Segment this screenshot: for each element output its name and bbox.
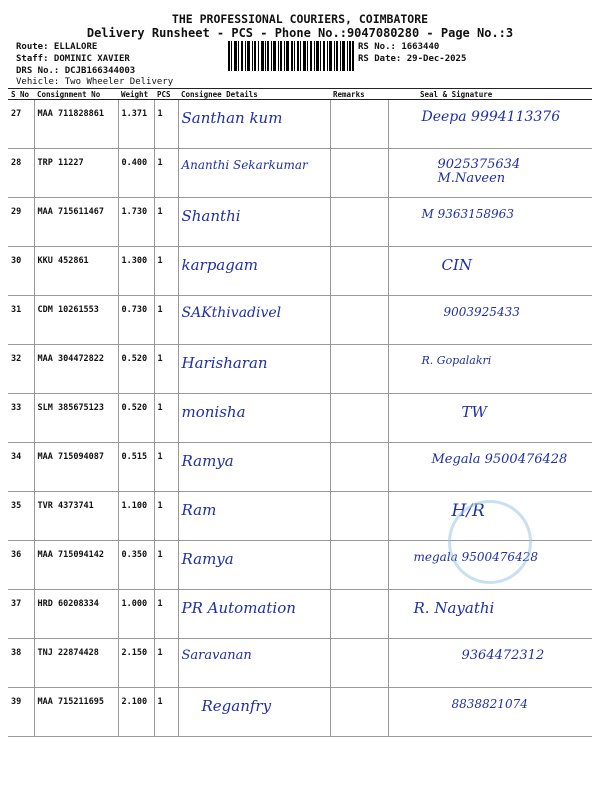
row-pcs: 1 xyxy=(154,688,178,737)
row-pcs: 1 xyxy=(154,296,178,345)
row-sno: 36 xyxy=(8,541,34,590)
row-weight: 2.100 xyxy=(118,688,154,737)
row-weight: 1.371 xyxy=(118,100,154,149)
column-header: Consignee Details xyxy=(178,89,330,100)
row-consignment: MAA 711828861 xyxy=(34,100,118,149)
row-sno: 39 xyxy=(8,688,34,737)
row-remarks xyxy=(330,247,388,296)
consignee-signature: monisha xyxy=(181,403,246,421)
row-sno: 32 xyxy=(8,345,34,394)
row-pcs: 1 xyxy=(154,345,178,394)
consignee-signature: PR Automation xyxy=(181,599,296,617)
row-remarks xyxy=(330,198,388,247)
column-header: Remarks xyxy=(330,89,388,100)
row-seal-cell xyxy=(388,590,592,639)
column-header: S No xyxy=(8,89,34,100)
runsheet-table xyxy=(8,88,592,737)
drs-number: DRS No.: DCJB166344003 xyxy=(16,66,136,76)
row-seal-cell xyxy=(388,688,592,737)
table-row xyxy=(8,198,592,247)
seal-signature: Megala 9500476428 xyxy=(431,452,568,467)
row-consignee-cell xyxy=(178,247,330,296)
seal-signature: TW xyxy=(461,403,487,421)
row-sno: 34 xyxy=(8,443,34,492)
table-row xyxy=(8,247,592,296)
row-consignment: KKU 452861 xyxy=(34,247,118,296)
row-pcs: 1 xyxy=(154,541,178,590)
row-pcs: 1 xyxy=(154,639,178,688)
row-sno: 27 xyxy=(8,100,34,149)
row-pcs: 1 xyxy=(154,443,178,492)
row-weight: 2.150 xyxy=(118,639,154,688)
seal-signature: 9364472312 xyxy=(461,648,545,663)
table-row xyxy=(8,296,592,345)
row-remarks xyxy=(330,345,388,394)
row-consignment: TVR 4373741 xyxy=(34,492,118,541)
row-seal-cell xyxy=(388,639,592,688)
row-sno: 37 xyxy=(8,590,34,639)
seal-signature: 9025375634 M.Naveen xyxy=(437,157,521,186)
row-weight: 0.515 xyxy=(118,443,154,492)
consignee-signature: Saravanan xyxy=(181,648,252,663)
table-header-row xyxy=(8,89,592,100)
row-consignment: MAA 715611467 xyxy=(34,198,118,247)
row-weight: 0.730 xyxy=(118,296,154,345)
row-consignment: SLM 385675123 xyxy=(34,394,118,443)
row-seal-cell xyxy=(388,100,592,149)
row-remarks xyxy=(330,492,388,541)
row-consignee-cell xyxy=(178,394,330,443)
rs-number: RS No.: 1663440 xyxy=(358,42,440,52)
row-consignee-cell xyxy=(178,590,330,639)
row-pcs: 1 xyxy=(154,492,178,541)
row-consignee-cell xyxy=(178,345,330,394)
row-remarks xyxy=(330,100,388,149)
seal-signature: 8838821074 xyxy=(451,697,528,711)
table-row xyxy=(8,590,592,639)
row-weight: 0.520 xyxy=(118,394,154,443)
row-seal-cell xyxy=(388,198,592,247)
row-weight: 1.000 xyxy=(118,590,154,639)
consignee-signature: Ananthi Sekarkumar xyxy=(181,158,308,172)
row-weight: 1.730 xyxy=(118,198,154,247)
row-seal-cell xyxy=(388,247,592,296)
row-consignment: MAA 715094087 xyxy=(34,443,118,492)
seal-signature: megala 9500476428 xyxy=(413,550,538,564)
seal-signature: R. Nayathi xyxy=(413,599,495,617)
consignee-signature: Reganfry xyxy=(201,697,272,715)
consignee-signature: Santhan kum xyxy=(181,109,283,127)
consignee-signature: karpagam xyxy=(181,256,259,274)
row-consignee-cell xyxy=(178,688,330,737)
row-consignee-cell xyxy=(178,492,330,541)
row-consignee-cell xyxy=(178,198,330,247)
row-seal-cell xyxy=(388,296,592,345)
row-consignment: CDM 10261553 xyxy=(34,296,118,345)
row-sno: 30 xyxy=(8,247,34,296)
row-remarks xyxy=(330,296,388,345)
row-remarks xyxy=(330,149,388,198)
row-pcs: 1 xyxy=(154,394,178,443)
row-consignment: TRP 11227 xyxy=(34,149,118,198)
runsheet-subtitle: Delivery Runsheet - PCS - Phone No.:9047080280 - Page No.:3 xyxy=(86,26,514,40)
row-sno: 29 xyxy=(8,198,34,247)
seal-signature: H/R xyxy=(451,501,485,521)
row-pcs: 1 xyxy=(154,100,178,149)
row-seal-cell xyxy=(388,394,592,443)
row-sno: 31 xyxy=(8,296,34,345)
row-remarks xyxy=(330,541,388,590)
vehicle-label: Vehicle: Two Wheeler Delivery xyxy=(16,77,174,87)
table-row xyxy=(8,100,592,149)
consignee-signature: SAKthivadivel xyxy=(181,305,282,321)
row-consignee-cell xyxy=(178,296,330,345)
row-sno: 33 xyxy=(8,394,34,443)
consignee-signature: Ramya xyxy=(181,452,234,470)
row-remarks xyxy=(330,590,388,639)
consignee-signature: Ram xyxy=(181,501,217,519)
row-consignment: MAA 304472822 xyxy=(34,345,118,394)
column-header: Weight xyxy=(118,89,154,100)
row-seal-cell xyxy=(388,149,592,198)
seal-signature: M 9363158963 xyxy=(421,207,514,221)
row-consignee-cell xyxy=(178,100,330,149)
company-title: THE PROFESSIONAL COURIERS, COIMBATORE xyxy=(171,12,429,26)
company-stamp xyxy=(448,500,532,584)
consignee-signature: Shanthi xyxy=(181,207,241,225)
row-consignee-cell xyxy=(178,541,330,590)
row-remarks xyxy=(330,639,388,688)
column-header: PCS xyxy=(154,89,178,100)
row-sno: 28 xyxy=(8,149,34,198)
row-seal-cell xyxy=(388,345,592,394)
row-pcs: 1 xyxy=(154,247,178,296)
row-pcs: 1 xyxy=(154,149,178,198)
row-weight: 1.100 xyxy=(118,492,154,541)
row-seal-cell xyxy=(388,443,592,492)
table-row xyxy=(8,443,592,492)
column-header: Consignment No xyxy=(34,89,118,100)
row-weight: 0.520 xyxy=(118,345,154,394)
row-pcs: 1 xyxy=(154,198,178,247)
row-consignee-cell xyxy=(178,443,330,492)
row-consignment: MAA 715211695 xyxy=(34,688,118,737)
staff-label: Staff: DOMINIC XAVIER xyxy=(16,54,130,64)
row-pcs: 1 xyxy=(154,590,178,639)
table-row xyxy=(8,394,592,443)
route-label: Route: ELLALORE xyxy=(16,42,98,52)
row-consignee-cell xyxy=(178,149,330,198)
row-remarks xyxy=(330,394,388,443)
table-row xyxy=(8,688,592,737)
row-consignment: TNJ 22874428 xyxy=(34,639,118,688)
row-consignee-cell xyxy=(178,639,330,688)
barcode xyxy=(228,41,354,71)
row-weight: 0.350 xyxy=(118,541,154,590)
row-weight: 0.400 xyxy=(118,149,154,198)
seal-signature: 9003925433 xyxy=(443,305,520,319)
row-weight: 1.300 xyxy=(118,247,154,296)
seal-signature: R. Gopalakri xyxy=(421,354,492,367)
consignee-signature: Harisharan xyxy=(181,354,268,372)
table-row xyxy=(8,345,592,394)
column-header: Seal & Signature xyxy=(388,89,592,100)
rs-date: RS Date: 29-Dec-2025 xyxy=(358,54,467,64)
table-row xyxy=(8,149,592,198)
table-row xyxy=(8,639,592,688)
row-remarks xyxy=(330,443,388,492)
consignee-signature: Ramya xyxy=(181,550,234,568)
row-sno: 35 xyxy=(8,492,34,541)
seal-signature: Deepa 9994113376 xyxy=(421,109,561,125)
row-sno: 38 xyxy=(8,639,34,688)
row-remarks xyxy=(330,688,388,737)
row-consignment: MAA 715094142 xyxy=(34,541,118,590)
seal-signature: CIN xyxy=(441,256,473,274)
row-consignment: HRD 60208334 xyxy=(34,590,118,639)
